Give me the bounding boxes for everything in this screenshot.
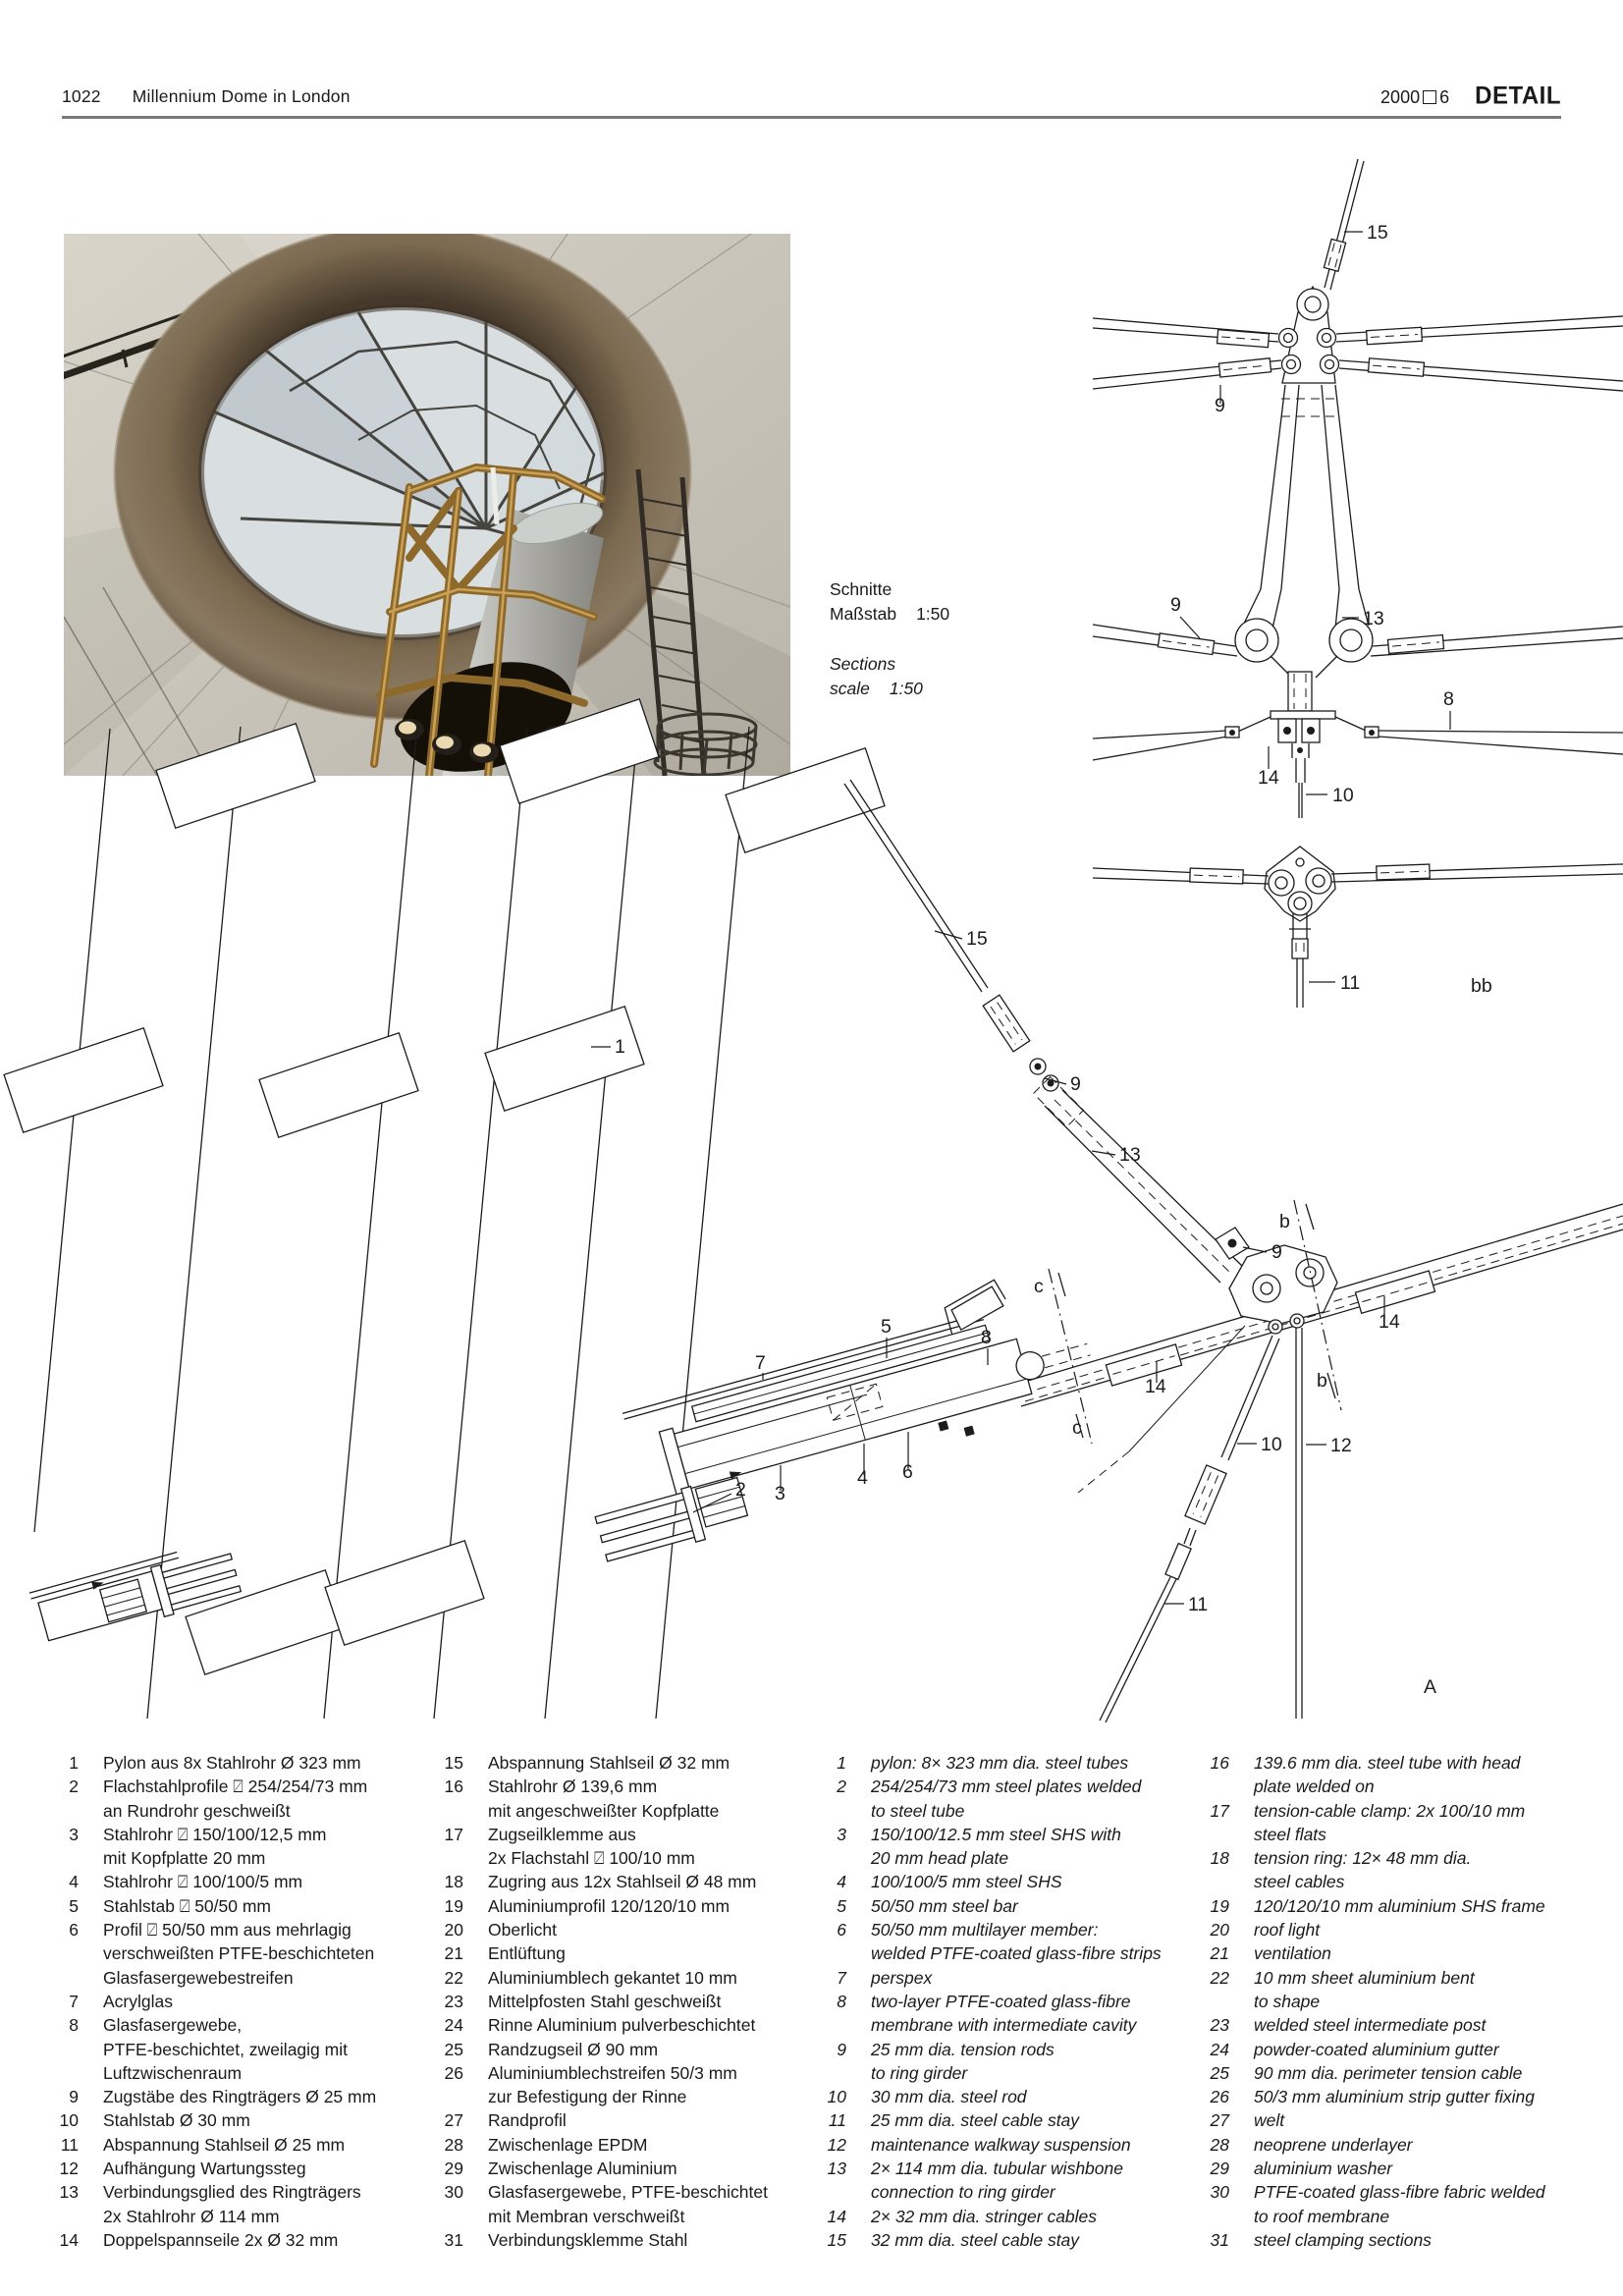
legend-item [424, 1870, 768, 1893]
legend-item-number: 16 [444, 1777, 463, 1797]
legend-item-text: aluminium washer [1254, 2159, 1393, 2179]
legend-item-text: roof light [1254, 1920, 1321, 1941]
legend-item-text: maintenance walkway suspension [871, 2134, 1131, 2155]
drawing-label: 8 [981, 1327, 992, 1348]
drawing-label: 14 [1379, 1311, 1400, 1333]
legend-item-text: 32 mm dia. steel cable stay [871, 2229, 1080, 2250]
legend-item [424, 1966, 768, 1990]
legend-column-german-1 [39, 1751, 376, 2252]
drawing-label: 2 [735, 1479, 746, 1501]
legend-item-text: Zugstäbe des Ringträgers Ø 25 mm [103, 2087, 377, 2107]
legend-item-text: Zwischenlage EPDM [488, 2134, 648, 2155]
legend-column-english-1 [807, 1751, 1162, 2252]
legend-item-number: 17 [1210, 1800, 1229, 1821]
legend-item-text: 90 mm dia. perimeter tension cable [1254, 2062, 1523, 2083]
legend-item-number: 24 [444, 2015, 463, 2036]
legend-item [39, 1918, 376, 1990]
legend-item-text: 2× 32 mm dia. stringer cables [871, 2206, 1098, 2226]
legend-item [807, 1918, 1162, 1966]
legend-item-text: Stahlrohr ⍁ 150/100/12,5 mm mit Kopfplatte 20 mm [103, 1824, 327, 1869]
drawing-label: 15 [1367, 222, 1388, 244]
legend-item-number: 10 [827, 2087, 846, 2107]
legend-item [1190, 2157, 1545, 2180]
legend-item-text: Verbindungsglied des Ringträgers 2x Stahlrohr Ø 114 mm [103, 2182, 361, 2226]
legend-item [424, 1990, 768, 2013]
drawing-label: 9 [1170, 594, 1181, 616]
legend-item-text: Randprofil [488, 2110, 567, 2131]
drawing-label: 4 [857, 1467, 868, 1489]
legend-item-number: 28 [444, 2134, 463, 2155]
legend-item [807, 2157, 1162, 2205]
legend-item-text: PTFE-coated glass-fibre fabric welded to roof membrane [1254, 2182, 1545, 2226]
legend-item [39, 2085, 376, 2108]
legend-item-text: 25 mm dia. tension rods to ring girder [871, 2039, 1055, 2083]
legend-item [424, 2108, 768, 2132]
legend-item-text: Glasfasergewebe, PTFE-beschichtet, zweilagig mit Luftzwischenraum [103, 2015, 348, 2083]
legend-item [1190, 1966, 1545, 2014]
legend-item-text: 120/120/10 mm aluminium SHS frame [1254, 1895, 1545, 1916]
drawing-label: c [1072, 1417, 1082, 1439]
drawing-label: 9 [1271, 1241, 1282, 1263]
legend-item-text: Rinne Aluminium pulverbeschichtet [488, 2015, 756, 2036]
legend-item-text: two-layer PTFE-coated glass-fibre membrane with intermediate cavity [871, 1991, 1137, 2036]
legend-item-number: 23 [444, 1991, 463, 2011]
legend-item-number: 11 [828, 2110, 846, 2131]
legend-item-text: Acrylglas [103, 1991, 173, 2011]
legend-item-text: tension ring: 12× 48 mm dia. steel cables [1254, 1848, 1472, 1892]
legend-item-number: 7 [69, 1991, 79, 2011]
legend-item [807, 1823, 1162, 1871]
legend-item-number: 8 [69, 2015, 79, 2036]
drawing-label: b [1279, 1211, 1290, 1232]
drawing-label: 10 [1261, 1434, 1282, 1455]
legend-item-text: tension-cable clamp: 2x 100/10 mm steel flats [1254, 1800, 1526, 1844]
legend-item-text: Entlüftung [488, 1943, 566, 1964]
drawing-label: A [1424, 1676, 1437, 1698]
legend-item-text: Aluminiumblech gekantet 10 mm [488, 1967, 737, 1988]
legend-item-text: welded steel intermediate post [1254, 2015, 1487, 2036]
legend-item-number: 4 [69, 1872, 79, 1892]
legend-item-number: 6 [837, 1920, 846, 1941]
legend-item-number: 2 [69, 1777, 79, 1797]
legend-item-text: 150/100/12.5 mm steel SHS with 20 mm head plate [871, 1824, 1121, 1869]
drawing-label: 8 [1443, 688, 1454, 710]
legend-item-text: Profil ⍁ 50/50 mm aus mehrlagig verschweißten PTFE-beschichteten Glasfasergewebestreifen [103, 1920, 375, 1988]
legend-item [807, 2108, 1162, 2132]
legend-item-text: powder-coated aluminium gutter [1254, 2039, 1499, 2059]
legend-item-number: 6 [69, 1920, 79, 1941]
legend-item-text: Glasfasergewebe, PTFE-beschichtet mit Membran verschweißt [488, 2182, 768, 2226]
legend-item-text: Abspannung Stahlseil Ø 25 mm [103, 2134, 346, 2155]
legend-item [424, 1894, 768, 1918]
legend-item-text: neoprene underlayer [1254, 2134, 1413, 2155]
legend-item [807, 2228, 1162, 2252]
legend-column-german-2 [424, 1751, 768, 2252]
drawing-label: 6 [902, 1461, 913, 1483]
drawing-label: 9 [1215, 395, 1225, 416]
legend-item-number: 3 [69, 1824, 79, 1844]
legend-item [39, 2180, 376, 2228]
legend-item [807, 1775, 1162, 1823]
legend-item-number: 22 [444, 1967, 463, 1988]
legend-item [807, 1870, 1162, 1893]
legend-item-text: 10 mm sheet aluminium bent to shape [1254, 1967, 1475, 2011]
legend-item-number: 22 [1210, 1967, 1229, 1988]
legend-item-text: pylon: 8× 323 mm dia. steel tubes [871, 1753, 1129, 1773]
legend-item [424, 2061, 768, 2109]
legend-item-number: 5 [837, 1895, 846, 1916]
legend-item-text: Stahlstab ⍁ 50/50 mm [103, 1895, 271, 1916]
cable-stay-11 [1100, 1577, 1176, 1722]
legend-item [1190, 2108, 1545, 2132]
issue-year: 2000 [1380, 87, 1421, 107]
legend-item-text: Stahlstab Ø 30 mm [103, 2110, 250, 2131]
legend-item [807, 2133, 1162, 2157]
legend-item [1190, 1941, 1545, 1965]
legend-item [424, 2157, 768, 2180]
legend-item [1190, 2180, 1545, 2228]
page-number: 1022 [62, 86, 101, 106]
legend-item [1190, 1894, 1545, 1918]
legend-item [424, 2228, 768, 2252]
drawing-label: 5 [881, 1316, 892, 1338]
drawing-label: 11 [1188, 1594, 1209, 1615]
legend-item-number: 9 [837, 2039, 846, 2059]
legend-item [39, 2013, 376, 2085]
legend-item [39, 1775, 376, 1823]
legend-item-number: 18 [1210, 1848, 1229, 1869]
caption-en-title: Sections [830, 654, 896, 674]
legend-item [424, 1941, 768, 1965]
legend-item-text: Aufhängung Wartungssteg [103, 2159, 306, 2179]
legend-item [1190, 2085, 1545, 2108]
legend-item-number: 30 [444, 2182, 463, 2203]
legend-item-number: 20 [1210, 1920, 1229, 1941]
drawing-label: bb [1471, 975, 1492, 997]
edge-beam-detail [563, 1261, 1110, 1566]
legend-item [807, 2085, 1162, 2108]
legend-item-text: 50/3 mm aluminium strip gutter fixing [1254, 2087, 1535, 2107]
detail-logo: DETAIL [1475, 82, 1561, 110]
legend-item-text: Stahlrohr ⍁ 100/100/5 mm [103, 1872, 303, 1892]
legend-item-text: 30 mm dia. steel rod [871, 2087, 1027, 2107]
drawing-label: 3 [775, 1483, 785, 1504]
legend-item-number: 30 [1210, 2182, 1229, 2203]
legend-item [424, 2038, 768, 2061]
drawing-label: c [1034, 1276, 1044, 1297]
legend-item-number: 25 [444, 2039, 463, 2059]
legend-item [424, 2180, 768, 2228]
legend-item-number: 14 [827, 2206, 846, 2226]
legend-item-number: 11 [60, 2134, 79, 2155]
legend-item-number: 8 [837, 1991, 846, 2011]
legend-item-text: Doppelspannseile 2x Ø 32 mm [103, 2229, 339, 2250]
legend-item-text: perspex [871, 1967, 933, 1988]
legend-item [39, 1751, 376, 1775]
legend-item-number: 7 [837, 1967, 846, 1988]
legend-item-number: 29 [444, 2159, 463, 2179]
legend-item-text: 139.6 mm dia. steel tube with head plate welded on [1254, 1753, 1521, 1797]
legend-item-text: 25 mm dia. steel cable stay [871, 2110, 1080, 2131]
legend-item-number: 4 [837, 1872, 846, 1892]
legend-item-number: 9 [69, 2087, 79, 2107]
legend-item-text: Zugseilklemme aus 2x Flachstahl ⍁ 100/10 mm [488, 1824, 695, 1869]
legend-item [1190, 2061, 1545, 2085]
label-leader [935, 931, 962, 939]
legend-item-number: 23 [1210, 2015, 1229, 2036]
legend-item [807, 1751, 1162, 1775]
legend-item [807, 2205, 1162, 2228]
legend-item-text: Aluminiumblechstreifen 50/3 mm zur Befestigung der Rinne [488, 2062, 737, 2107]
legend-item-number: 15 [444, 1753, 463, 1773]
legend-item-number: 26 [444, 2062, 463, 2083]
drawing-label: 10 [1332, 785, 1354, 806]
legend-item [1190, 1846, 1545, 1894]
legend-item [1190, 1751, 1545, 1799]
legend-item-text: Pylon aus 8x Stahlrohr Ø 323 mm [103, 1753, 361, 1773]
section-bb-drawing [1093, 159, 1623, 1008]
legend-item [39, 1823, 376, 1871]
caption-en-scale: scale 1:50 [830, 679, 923, 698]
legend-item-number: 26 [1210, 2087, 1229, 2107]
legend-item [39, 1870, 376, 1893]
legend-item-text: 2× 114 mm dia. tubular wishbone connection to ring girder [871, 2159, 1123, 2203]
caption-de-scale: Maßstab 1:50 [830, 604, 950, 624]
legend-item [1190, 1799, 1545, 1847]
legend-item-text: 50/50 mm multilayer member: welded PTFE-coated glass-fibre strips [871, 1920, 1162, 1964]
legend-item-text: 50/50 mm steel bar [871, 1895, 1018, 1916]
issue-number: 6 [1439, 87, 1450, 107]
legend-item-number: 12 [827, 2134, 846, 2155]
legend-item [39, 2108, 376, 2132]
legend-item [39, 2228, 376, 2252]
drawing-label: 13 [1363, 608, 1384, 629]
legend-item-text: Flachstahlprofile ⍁ 254/254/73 mm an Rundrohr geschweißt [103, 1777, 368, 1821]
legend-item [39, 2157, 376, 2180]
legend-item [424, 2013, 768, 2037]
legend-item [39, 1894, 376, 1918]
legend-item-number: 31 [1210, 2229, 1229, 2250]
legend-item [807, 1966, 1162, 1990]
legend-item-number: 27 [1210, 2110, 1229, 2131]
legend-item-text: 254/254/73 mm steel plates welded to steel tube [871, 1777, 1142, 1821]
legend-item [1190, 1918, 1545, 1941]
legend-item [424, 1823, 768, 1871]
legend-item-text: ventilation [1254, 1943, 1331, 1964]
legend-item-number: 24 [1210, 2039, 1229, 2059]
legend-item-number: 19 [444, 1895, 463, 1916]
legend-item-text: Stahlrohr Ø 139,6 mm mit angeschweißter Kopfplatte [488, 1777, 720, 1821]
legend-item-text: welt [1254, 2110, 1285, 2131]
legend-item-number: 1 [69, 1753, 79, 1773]
legend-item-number: 31 [444, 2229, 463, 2250]
legend-item-text: Mittelpfosten Stahl geschweißt [488, 1991, 722, 2011]
legend-item [424, 1775, 768, 1823]
walkway-suspension-12 [1296, 1328, 1302, 1719]
drawing-label: b [1317, 1370, 1327, 1392]
legend-item-number: 27 [444, 2110, 463, 2131]
page-title: Millennium Dome in London [132, 86, 351, 106]
legend-item-number: 12 [59, 2159, 79, 2179]
caption-de-title: Schnitte [830, 579, 893, 599]
legend-item-number: 19 [1210, 1895, 1229, 1916]
drawing-label: 14 [1145, 1376, 1166, 1397]
legend-item-number: 28 [1210, 2134, 1229, 2155]
label-leader [1180, 617, 1200, 638]
legend-item [39, 2133, 376, 2157]
legend-item-number: 13 [59, 2182, 79, 2203]
legend-item-number: 21 [1210, 1943, 1229, 1964]
legend-item [1190, 2228, 1545, 2252]
legend-item-number: 17 [444, 1824, 463, 1844]
label-leader [1092, 1151, 1115, 1155]
drawing-label: 15 [966, 928, 988, 950]
legend-item-text: Oberlicht [488, 1920, 558, 1941]
drawing-label: 9 [1070, 1073, 1081, 1095]
girder-node-plate [1229, 1245, 1337, 1324]
label-leader [1243, 1247, 1267, 1252]
legend-item-text: Zugring aus 12x Stahlseil Ø 48 mm [488, 1872, 757, 1892]
drawing-label: 7 [755, 1352, 766, 1374]
drawing-label: 13 [1119, 1144, 1141, 1166]
legend-item-number: 16 [1210, 1753, 1229, 1773]
legend-item-number: 3 [837, 1824, 846, 1844]
legend-item [807, 2038, 1162, 2086]
legend-item-text: Randzugseil Ø 90 mm [488, 2039, 659, 2059]
legend-item-number: 10 [59, 2110, 79, 2131]
legend-item-text: Zwischenlage Aluminium [488, 2159, 677, 2179]
legend-item-text: steel clamping sections [1254, 2229, 1432, 2250]
legend-item-number: 1 [837, 1753, 846, 1773]
legend-item-text: Aluminiumprofil 120/120/10 mm [488, 1895, 730, 1916]
legend-item [39, 1990, 376, 2013]
drawing-label: 14 [1258, 767, 1279, 789]
main-section-drawing [4, 699, 1623, 1722]
legend-item-number: 14 [59, 2229, 79, 2250]
drawing-label: 1 [615, 1036, 625, 1058]
drawing-label: 12 [1330, 1435, 1352, 1456]
legend-column-english-2 [1190, 1751, 1545, 2252]
legend-item [1190, 2038, 1545, 2061]
legend-item [807, 1990, 1162, 2038]
legend-item-number: 15 [827, 2229, 846, 2250]
roof-panels [4, 699, 885, 1674]
legend-item-text: 100/100/5 mm steel SHS [871, 1872, 1062, 1892]
legend-item-number: 2 [837, 1777, 846, 1797]
legend-item [1190, 2133, 1545, 2157]
legend-item-number: 21 [444, 1943, 463, 1964]
legend-item [807, 1894, 1162, 1918]
legend-item [424, 2133, 768, 2157]
legend-item-text: Abspannung Stahlseil Ø 32 mm [488, 1753, 730, 1773]
drawing-label: 11 [1340, 972, 1361, 994]
legend-item [424, 1751, 768, 1775]
legend-item-number: 25 [1210, 2062, 1229, 2083]
legend-item-number: 13 [827, 2159, 846, 2179]
legend-item-text: Verbindungsklemme Stahl [488, 2229, 688, 2250]
legend-item [424, 1918, 768, 1941]
legend-item-number: 18 [444, 1872, 463, 1892]
legend-item-number: 20 [444, 1920, 463, 1941]
legend-item-number: 29 [1210, 2159, 1229, 2179]
legend-item-number: 5 [69, 1895, 79, 1916]
legend-item [1190, 2013, 1545, 2037]
